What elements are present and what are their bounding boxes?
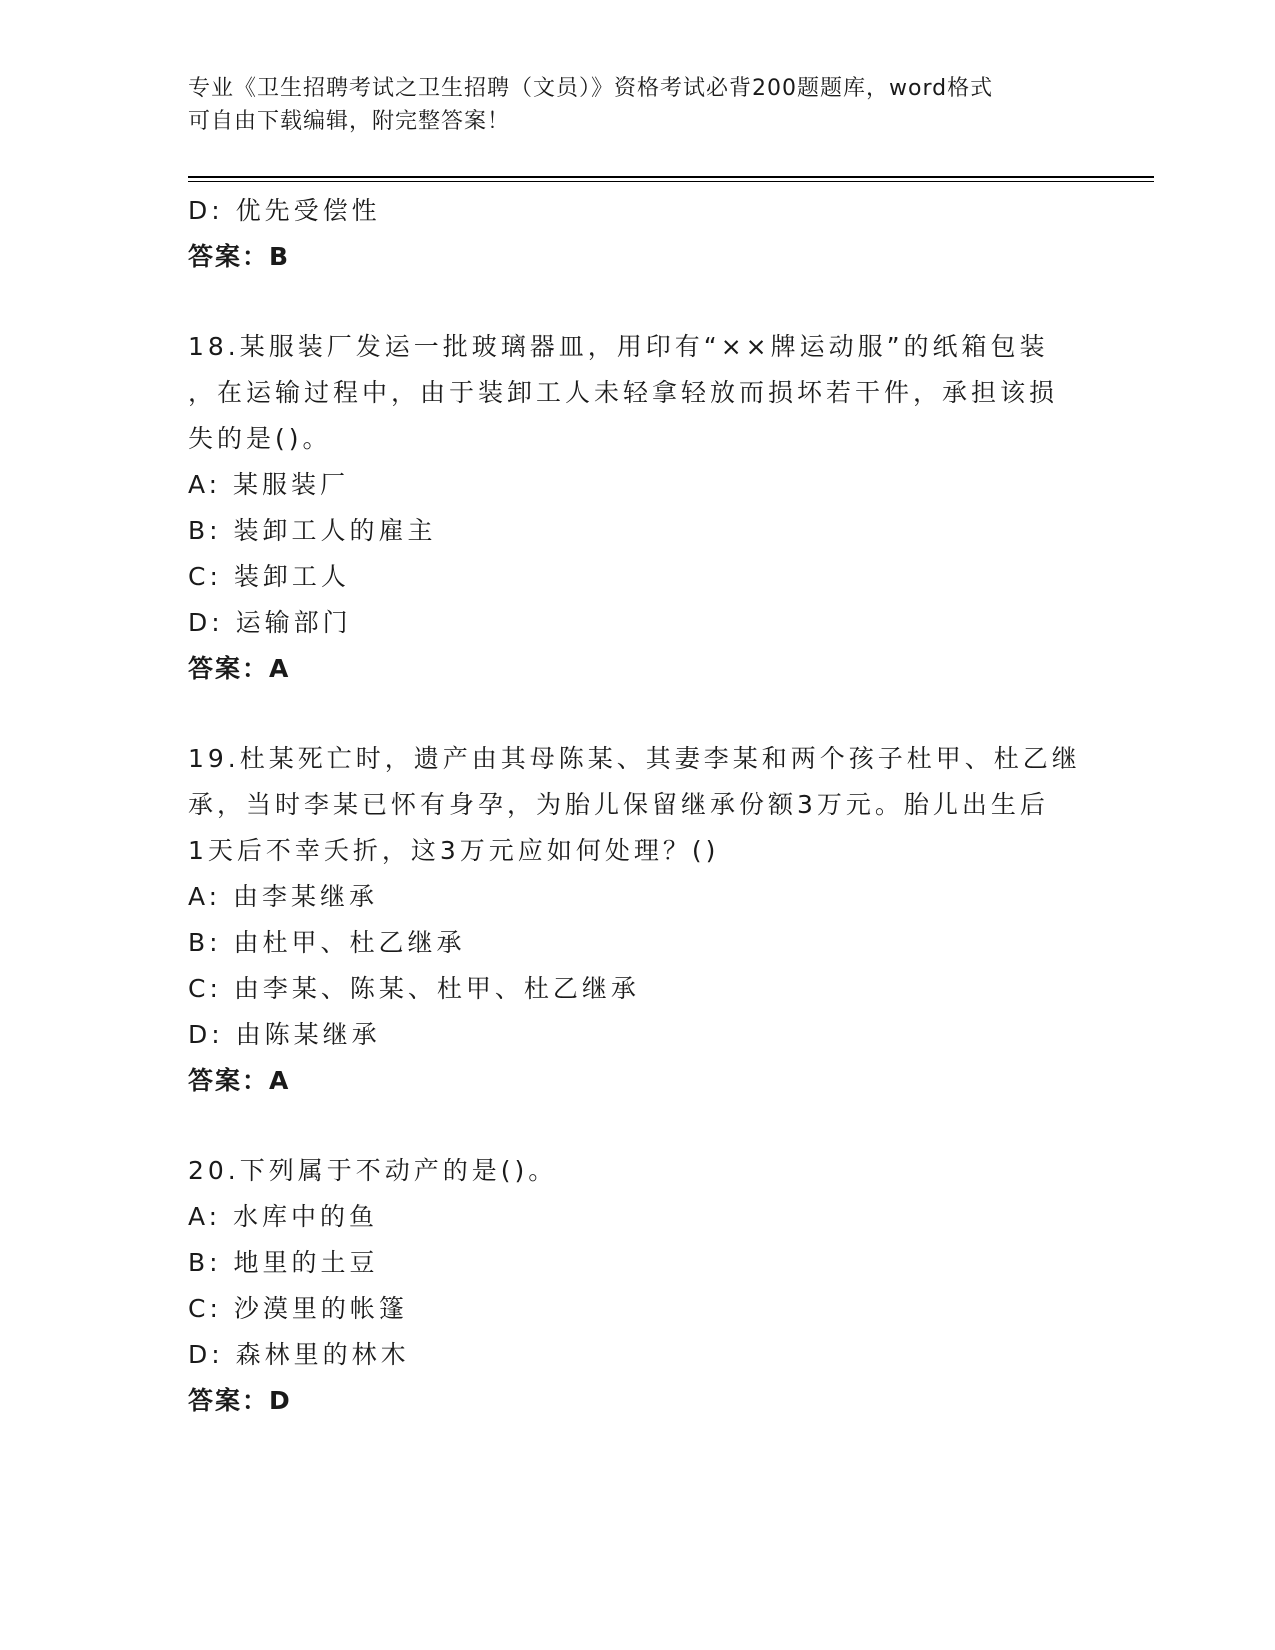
option-d: D: 由陈某继承 bbox=[188, 1020, 381, 1049]
question-stem: 1天后不幸夭折，这3万元应如何处理？() bbox=[188, 836, 720, 865]
option-c: C: 由李某、陈某、杜甲、杜乙继承 bbox=[188, 974, 640, 1003]
document-header bbox=[188, 72, 1088, 138]
option-c: C: 沙漠里的帐篷 bbox=[188, 1294, 408, 1323]
option-b: B: 地里的土豆 bbox=[188, 1248, 379, 1277]
question-stem: 19.杜某死亡时，遗产由其母陈某、其妻李某和两个孩子杜甲、杜乙继 bbox=[188, 744, 1081, 773]
question-stem: 18.某服装厂发运一批玻璃器皿，用印有“××牌运动服”的纸箱包装 bbox=[188, 332, 1049, 361]
document-body bbox=[188, 188, 1088, 1424]
option-d: D: 运输部门 bbox=[188, 608, 352, 637]
spacer bbox=[188, 1104, 1088, 1148]
option-a: A: 水库中的鱼 bbox=[188, 1202, 379, 1231]
answer: 答案：B bbox=[188, 242, 291, 271]
option-a: A: 由李某继承 bbox=[188, 882, 379, 911]
answer: 答案：D bbox=[188, 1386, 292, 1415]
option-b: B: 装卸工人的雇主 bbox=[188, 516, 437, 545]
option-d: D: 优先受偿性 bbox=[188, 196, 381, 225]
header-divider-thick bbox=[188, 176, 1154, 178]
option-d: D: 森林里的林木 bbox=[188, 1340, 410, 1369]
header-line-2: 可自由下载编辑，附完整答案！ bbox=[188, 109, 511, 134]
question-19 bbox=[188, 736, 1088, 1104]
question-stem: 失的是()。 bbox=[188, 424, 332, 453]
answer: 答案：A bbox=[188, 1066, 291, 1095]
spacer bbox=[188, 280, 1088, 324]
spacer bbox=[188, 692, 1088, 736]
question-17-tail bbox=[188, 188, 1088, 280]
answer: 答案：A bbox=[188, 654, 291, 683]
option-b: B: 由杜甲、杜乙继承 bbox=[188, 928, 466, 957]
header-divider-thin bbox=[188, 181, 1154, 182]
header-line-1: 专业《卫生招聘考试之卫生招聘（文员）》资格考试必背200题题库，word格式 bbox=[188, 76, 994, 101]
question-stem: ，在运输过程中，由于装卸工人未轻拿轻放而损坏若干件，承担该损 bbox=[188, 378, 1059, 407]
question-20 bbox=[188, 1148, 1088, 1424]
question-stem: 承，当时李某已怀有身孕，为胎儿保留继承份额3万元。胎儿出生后 bbox=[188, 790, 1049, 819]
option-c: C: 装卸工人 bbox=[188, 562, 350, 591]
question-stem: 20.下列属于不动产的是()。 bbox=[188, 1156, 558, 1185]
option-a: A: 某服装厂 bbox=[188, 470, 350, 499]
question-18 bbox=[188, 324, 1088, 692]
